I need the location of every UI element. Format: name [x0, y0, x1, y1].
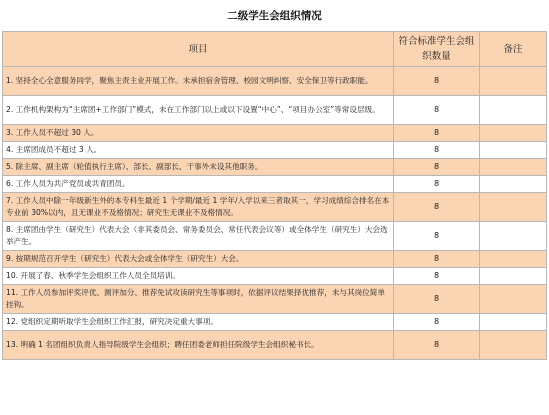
student-union-table	[2, 31, 547, 360]
table-row	[3, 176, 547, 193]
row-note	[480, 96, 547, 125]
header-row	[3, 32, 547, 67]
row-count: 8	[394, 125, 480, 142]
table-row	[3, 314, 547, 331]
row-note	[480, 285, 547, 314]
row-item: 5. 除主席、副主席（轮值执行主席）、部长、副部长、干事外未设其他职务。	[3, 159, 394, 176]
row-note	[480, 193, 547, 222]
row-item: 2. 工作机构架构为“主席团+工作部门”模式，未在工作部门以上或以下设置“中心”、“项目办公室”等常设层级。	[3, 96, 394, 125]
table-row	[3, 285, 547, 314]
row-note	[480, 268, 547, 285]
table-row	[3, 142, 547, 159]
table-row	[3, 331, 547, 360]
row-note	[480, 159, 547, 176]
row-count: 8	[394, 67, 480, 96]
row-count: 8	[394, 268, 480, 285]
row-item: 4. 主席团成员不超过 3 人。	[3, 142, 394, 159]
row-item: 3. 工作人员不超过 30 人。	[3, 125, 394, 142]
row-item: 8. 主席团由学生（研究生）代表大会（非其委员会、常务委员会、常任代表会议等）或全体学生（研究生）大会选举产生。	[3, 222, 394, 251]
table-row	[3, 251, 547, 268]
row-item: 12. 党组织定期听取学生会组织工作汇报，研究决定重大事项。	[3, 314, 394, 331]
table-row	[3, 222, 547, 251]
header-note: 备注	[480, 32, 547, 67]
row-note	[480, 67, 547, 96]
row-count: 8	[394, 176, 480, 193]
row-item: 9. 按期规范召开学生（研究生）代表大会或全体学生（研究生）大会。	[3, 251, 394, 268]
row-note	[480, 142, 547, 159]
row-item: 11. 工作人员参加评奖评优、测评加分、推荐免试攻读研究生等事项时，依据评议结果择优推荐，未与其岗位简单挂钩。	[3, 285, 394, 314]
row-count: 8	[394, 159, 480, 176]
row-note	[480, 251, 547, 268]
table-row	[3, 193, 547, 222]
row-item: 13. 明确 1 名团组织负责人指导院级学生会组织；聘任团委老师担任院级学生会组织秘书长。	[3, 331, 394, 360]
header-item: 项目	[3, 32, 394, 67]
row-count: 8	[394, 331, 480, 360]
row-item: 7. 工作人员中除一年级新生外的本专科生最近 1 个学期/最近 1 学年/入学以来三者取其一，学习成绩综合排名在本专业前 30%以内，且无课业不及格情况；研究生无课业不及格情况。	[3, 193, 394, 222]
row-item: 1. 坚持全心全意服务同学，聚焦主责主业开展工作。未承担宿舍管理、校园文明纠察、安全保卫等行政职能。	[3, 67, 394, 96]
row-note	[480, 331, 547, 360]
row-item: 10. 开展了春、秋季学生会组织工作人员全员培训。	[3, 268, 394, 285]
row-note	[480, 222, 547, 251]
row-count: 8	[394, 142, 480, 159]
table-row	[3, 159, 547, 176]
row-note	[480, 314, 547, 331]
row-count: 8	[394, 193, 480, 222]
row-count: 8	[394, 314, 480, 331]
row-count: 8	[394, 96, 480, 125]
table-row	[3, 268, 547, 285]
row-note	[480, 176, 547, 193]
table-row	[3, 67, 547, 96]
row-count: 8	[394, 251, 480, 268]
row-item: 6. 工作人员为共产党员或共青团员。	[3, 176, 394, 193]
row-count: 8	[394, 285, 480, 314]
row-note	[480, 125, 547, 142]
table-row	[3, 125, 547, 142]
page-title: 二级学生会组织情况	[227, 10, 322, 22]
table-row	[3, 96, 547, 125]
header-count: 符合标准学生会组织数量	[394, 32, 480, 67]
row-count: 8	[394, 222, 480, 251]
